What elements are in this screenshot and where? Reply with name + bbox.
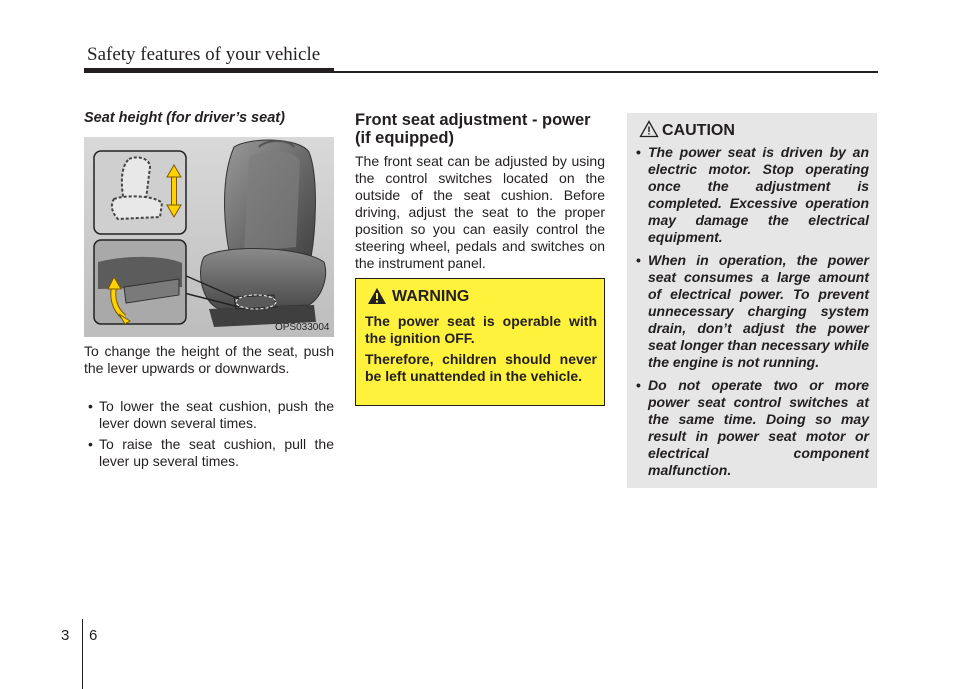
seat-height-heading: Seat height (for driver’s seat): [84, 110, 285, 126]
seat-height-intro: To change the height of the seat, push the lever upwards or downwards.: [84, 343, 334, 376]
caution-box: [627, 113, 877, 488]
warning-triangle-icon: [367, 287, 387, 305]
footer-rule: [82, 619, 83, 689]
seat-height-bullets: [84, 398, 334, 474]
figure-code: OPS033004: [275, 322, 330, 333]
list-item: • When in operation, the power seat consumes a large amount of electrical power. To prevent unnecessary charging system drain, don’t adjust the power seat longer than necessary while the engine is not running.: [635, 252, 869, 371]
header-rule-thin: [84, 71, 878, 73]
seat-illustration: [84, 137, 334, 337]
warning-title: WARNING: [392, 288, 470, 305]
list-item: • To lower the seat cushion, push the lever down several times.: [84, 398, 334, 432]
caution-triangle-icon: [639, 120, 659, 138]
caution-title: CAUTION: [662, 122, 735, 139]
power-seat-body: The front seat can be adjusted by using the control switches located on the outside of the seat cushion. Before driving, adjust the seat to the proper position so you can easily control the steering wheel, pedals and switches on the instrument panel.: [355, 153, 605, 271]
seat-height-figure: [84, 137, 334, 337]
page-number: 6: [89, 627, 98, 644]
caution-list: [635, 144, 869, 485]
warning-text: [365, 313, 597, 389]
page-chapter-number: 3: [61, 627, 70, 644]
warning-line: Therefore, children should never be left unattended in the vehicle.: [365, 351, 597, 384]
warning-line: The power seat is operable with the ignition OFF.: [365, 313, 597, 346]
list-item: • To raise the seat cushion, pull the lever up several times.: [84, 436, 334, 470]
page-header-title: Safety features of your vehicle: [87, 44, 321, 65]
list-item: • Do not operate two or more power seat control switches at the same time. Doing so may result in power seat motor or electrical component malfunction.: [635, 377, 869, 479]
power-seat-heading: Front seat adjustment - power (if equipped): [355, 111, 591, 147]
warning-box: [355, 278, 605, 406]
list-item: • The power seat is driven by an electric motor. Stop operating once the adjustment is completed. Excessive operation may damage the electrical equipment.: [635, 144, 869, 246]
